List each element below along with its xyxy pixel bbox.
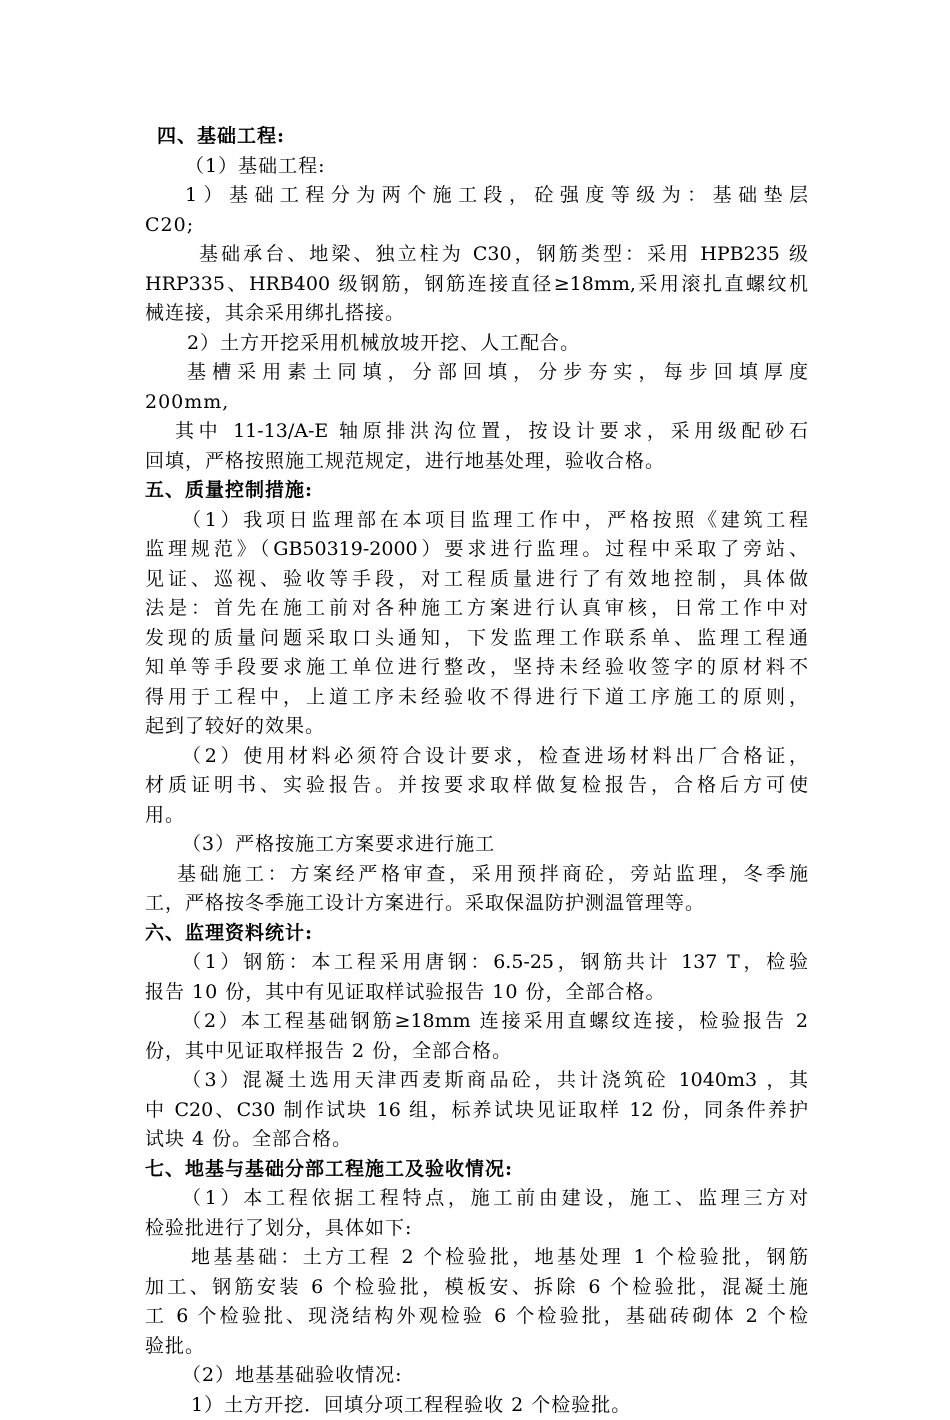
text-line: 监理规范》（GB50319-2000）要求进行监理。过程中采取了旁站、 bbox=[145, 535, 808, 565]
text-line: 其中 11-13/A-E 轴原排洪沟位置，按设计要求，采用级配砂石 bbox=[145, 417, 808, 447]
text-line: 得用于工程中，上道工序未经验收不得进行下道工序施工的原则， bbox=[145, 683, 808, 713]
text-line: 基础承台、地梁、独立柱为 C30，钢筋类型：采用 HPB235 级 bbox=[145, 240, 808, 270]
document-body bbox=[145, 122, 808, 1420]
text-line: 起到了较好的效果。 bbox=[145, 712, 808, 742]
text-line: 四、基础工程: bbox=[145, 122, 808, 152]
text-line: 份，其中见证取样报告 2 份，全部合格。 bbox=[145, 1037, 808, 1067]
text-line: 材质证明书、实验报告。并按要求取样做复检报告，合格后方可使 bbox=[145, 771, 808, 801]
text-line: （2）地基基础验收情况: bbox=[145, 1361, 808, 1391]
text-line: （2）使用材料必须符合设计要求，检查进场材料出厂合格证， bbox=[145, 742, 808, 772]
text-line: 发现的质量问题采取口头通知，下发监理工作联系单、监理工程通 bbox=[145, 624, 808, 654]
text-line: 六、监理资料统计: bbox=[145, 919, 808, 949]
text-line: （2）本工程基础钢筋≥18mm 连接采用直螺纹连接，检验报告 2 bbox=[145, 1007, 808, 1037]
text-line: 见证、巡视、验收等手段，对工程质量进行了有效地控制，具体做 bbox=[145, 565, 808, 595]
text-line: （1）基础工程: bbox=[145, 152, 808, 182]
text-line: 工 6 个检验批、现浇结构外观检验 6 个检验批，基础砖砌体 2 个检 bbox=[145, 1302, 808, 1332]
text-line: 验批。 bbox=[145, 1332, 808, 1362]
text-line: C20; bbox=[145, 211, 808, 241]
text-line: 2）土方开挖采用机械放坡开挖、人工配合。 bbox=[145, 329, 808, 359]
text-line: （1）本工程依据工程特点，施工前由建设，施工、监理三方对 bbox=[145, 1184, 808, 1214]
text-line: （3）混凝土选用天津西麦斯商品砼，共计浇筑砼 1040m3 ，其 bbox=[145, 1066, 808, 1096]
text-line: 试块 4 份。全部合格。 bbox=[145, 1125, 808, 1155]
text-line: 报告 10 份，其中有见证取样试验报告 10 份，全部合格。 bbox=[145, 978, 808, 1008]
text-line: 检验批进行了划分，具体如下: bbox=[145, 1214, 808, 1244]
text-line: 基础施工：方案经严格审查，采用预拌商砼，旁站监理，冬季施 bbox=[145, 860, 808, 890]
text-line: 知单等手段要求施工单位进行整改，坚持未经验收签字的原材料不 bbox=[145, 653, 808, 683]
text-line: （1）我项日监理部在本项目监理工作中，严格按照《建筑工程 bbox=[145, 506, 808, 536]
text-line: 中 C20、C30 制作试块 16 组，标养试块见证取样 12 份，同条件养护 bbox=[145, 1096, 808, 1126]
text-line: 工，严格按冬季施工设计方案进行。采取保温防护测温管理等。 bbox=[145, 889, 808, 919]
text-line: 200mm, bbox=[145, 388, 808, 418]
text-line: 加工、钢筋安装 6 个检验批，模板安、拆除 6 个检验批，混凝土施 bbox=[145, 1273, 808, 1303]
text-line: 五、质量控制措施: bbox=[145, 476, 808, 506]
text-line: 法是：首先在施工前对各种施工方案进行认真审核，日常工作中对 bbox=[145, 594, 808, 624]
text-line: 械连接，其余采用绑扎搭接。 bbox=[145, 299, 808, 329]
text-line: 1）土方开挖．回填分项工程程验收 2 个检验批。 bbox=[145, 1391, 808, 1420]
text-line: 地基基础：土方工程 2 个检验批，地基处理 1 个检验批，钢筋 bbox=[145, 1243, 808, 1273]
text-line: 回填，严格按照施工规范规定，进行地基处理，验收合格。 bbox=[145, 447, 808, 477]
text-line: 七、地基与基础分部工程施工及验收情况: bbox=[145, 1155, 808, 1185]
text-line: 用。 bbox=[145, 801, 808, 831]
text-line: HRP335、HRB400 级钢筋，钢筋连接直径≥18mm,采用滚扎直螺纹机 bbox=[145, 270, 808, 300]
text-line: （3）严格按施工方案要求进行施工 bbox=[145, 830, 808, 860]
text-line: 基槽采用素土同填，分部回填，分步夯实，每步回填厚度 bbox=[145, 358, 808, 388]
text-line: 1）基础工程分为两个施工段，砼强度等级为：基础垫层 bbox=[145, 181, 808, 211]
text-line: （1）钢筋：本工程采用唐钢：6.5-25，钢筋共计 137 T，检验 bbox=[145, 948, 808, 978]
